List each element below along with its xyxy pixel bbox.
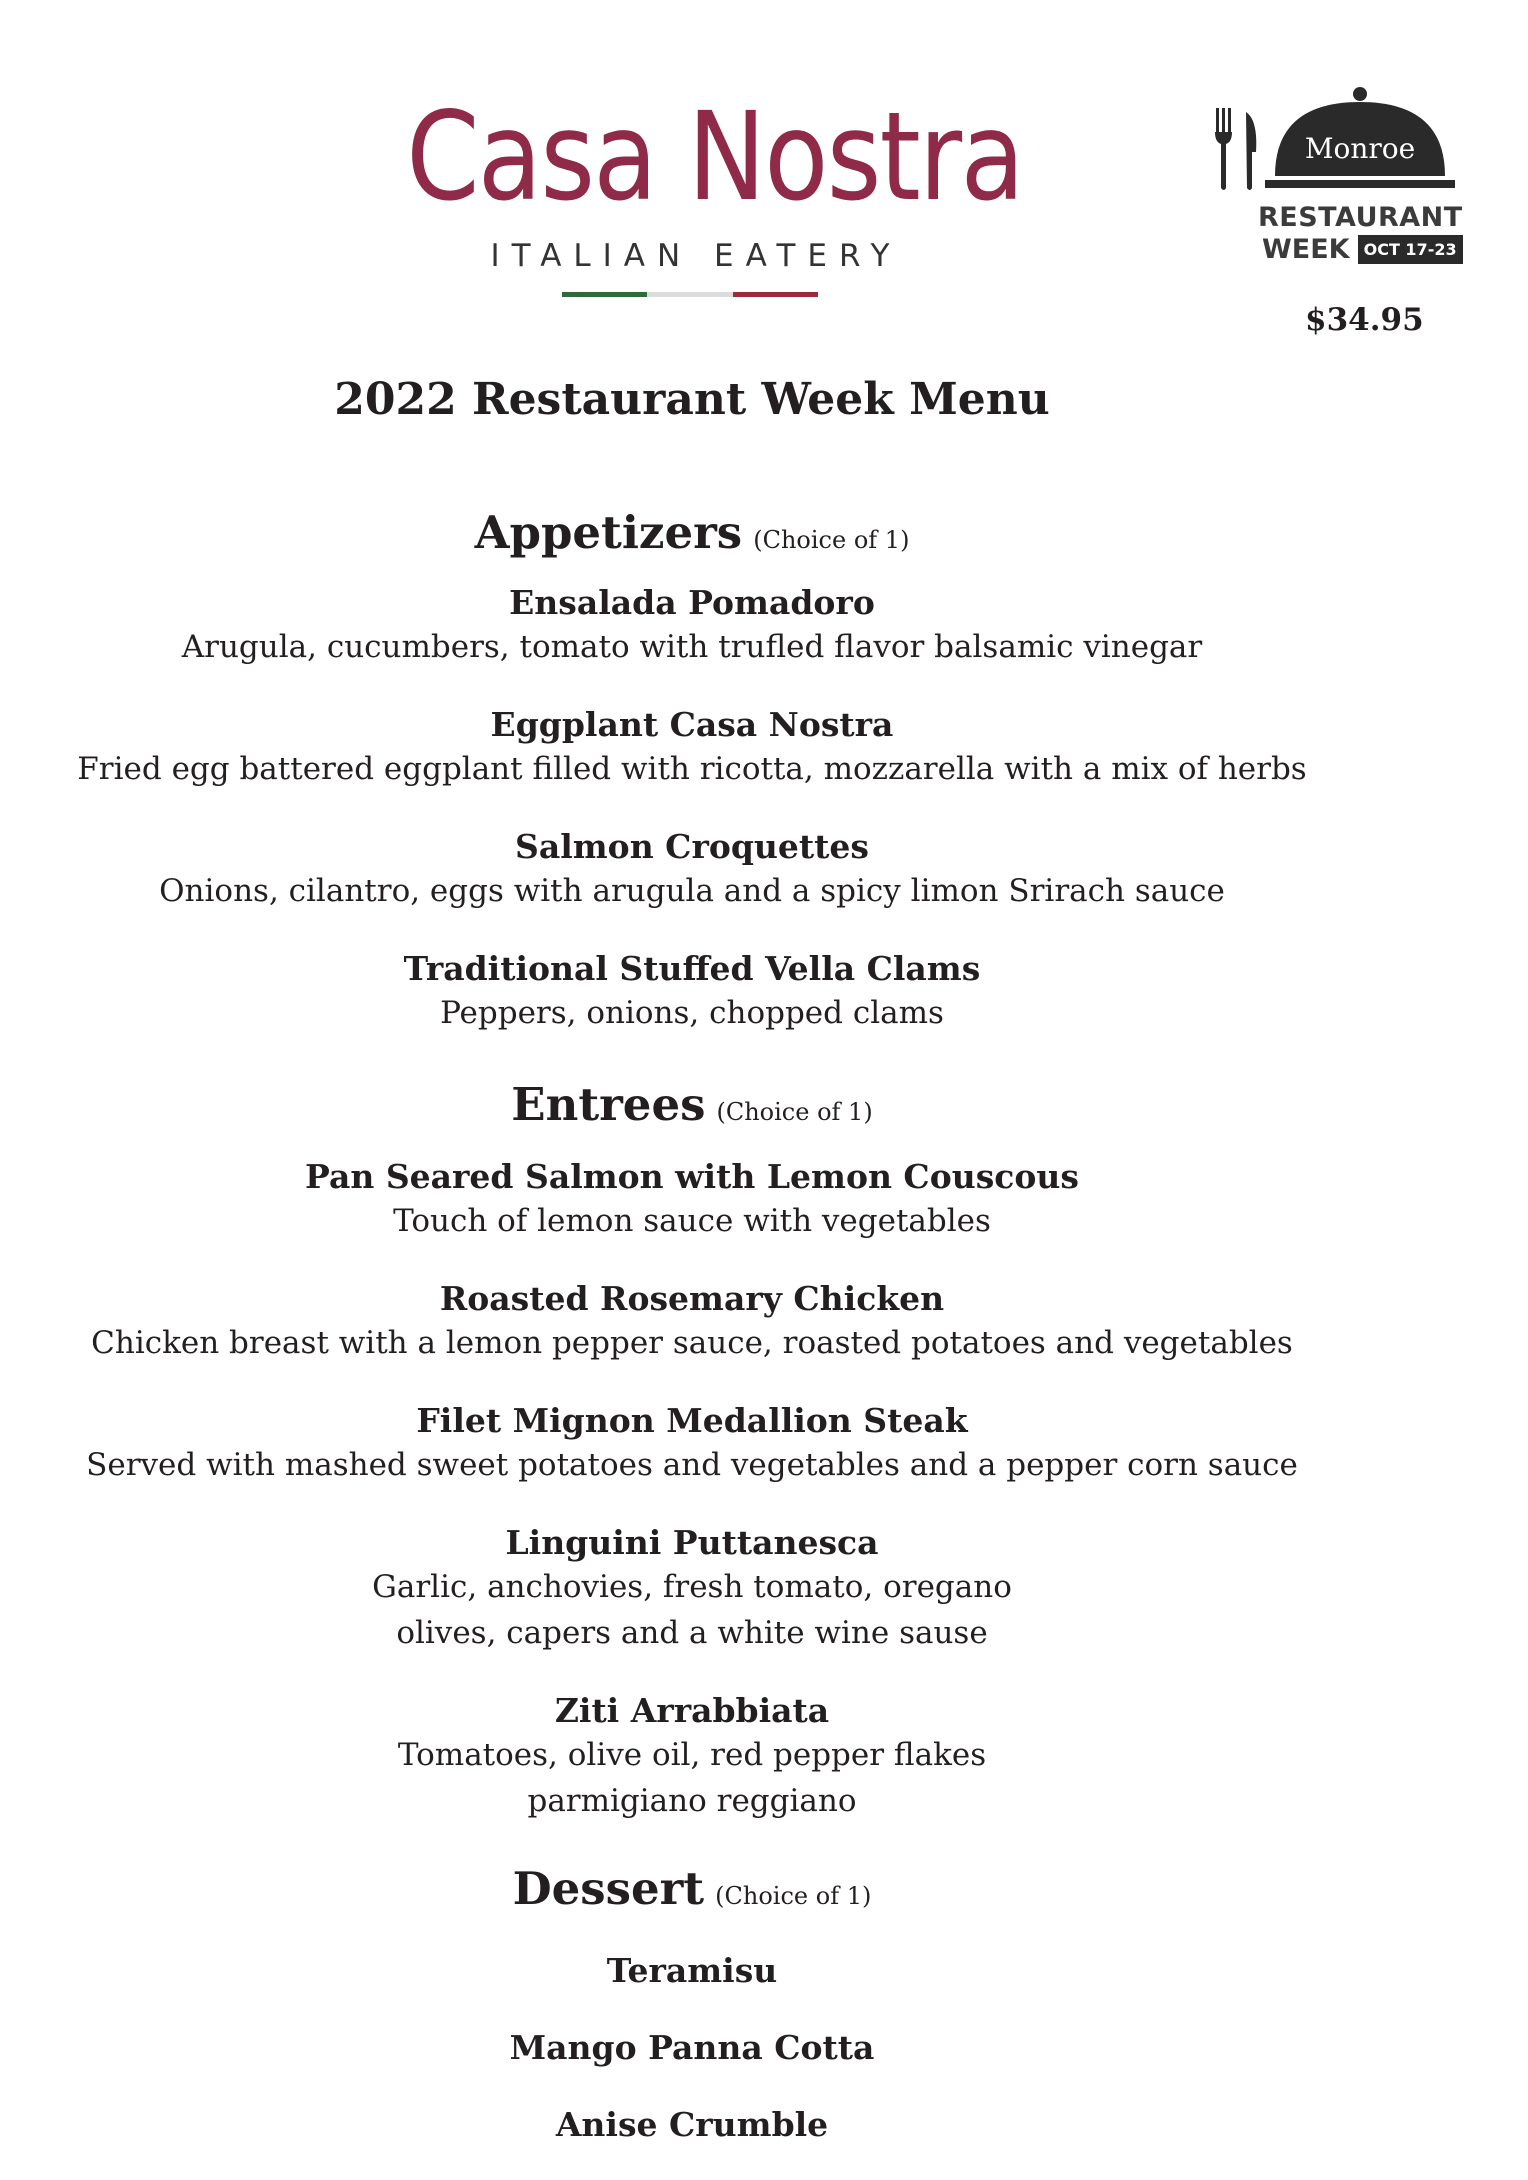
dish-description: Touch of lemon sauce with vegetables: [393, 1203, 991, 1239]
menu-item: [0, 1156, 1384, 1244]
dish-name: Anise Crumble: [555, 2105, 829, 2144]
restaurant-logo: [360, 86, 1024, 297]
menu-item: [0, 2104, 1384, 2146]
dish-name: Ensalada Pomadoro: [509, 583, 875, 622]
dish-name: Linguini Puttanesca: [505, 1523, 879, 1562]
section-note: (Choice of 1): [753, 526, 910, 554]
dish-description: Tomatoes, olive oil, red pepper flakes: [397, 1737, 987, 1773]
menu-item: [0, 1950, 1384, 1992]
italian-flag-line: [562, 292, 818, 297]
restaurant-week-badge: [1210, 84, 1463, 274]
section-name: Appetizers: [474, 506, 743, 559]
dish-name: Filet Mignon Medallion Steak: [416, 1401, 968, 1440]
badge-dates: OCT 17-23: [1358, 235, 1463, 264]
dish-description: Served with mashed sweet potatoes and vegetables and a pepper corn sauce: [86, 1447, 1298, 1483]
badge-restaurant-label: RESTAURANT: [1258, 202, 1463, 233]
dish-name: Eggplant Casa Nostra: [490, 705, 894, 744]
dish-description: parmigiano reggiano: [527, 1783, 857, 1819]
section-name: Entrees: [511, 1078, 706, 1131]
dish-description: Fried egg battered eggplant filled with ricotta, mozzarella with a mix of herbs: [77, 751, 1307, 787]
menu-item: [0, 948, 1384, 1036]
menu-item: [0, 1522, 1384, 1656]
badge-city: Monroe: [1304, 132, 1416, 165]
dish-name: Pan Seared Salmon with Lemon Couscous: [305, 1157, 1079, 1196]
menu-item: [0, 1400, 1384, 1488]
logo-name: Casa Nostra: [406, 86, 1024, 228]
section-name: Dessert: [512, 1862, 705, 1915]
dish-name: Mango Panna Cotta: [509, 2028, 875, 2067]
logo-subtitle: ITALIAN EATERY: [490, 238, 902, 274]
dish-name: Roasted Rosemary Chicken: [439, 1279, 945, 1318]
fork-knife-icon: [1210, 104, 1262, 194]
dish-description: Peppers, onions, chopped clams: [440, 995, 944, 1031]
section-note: (Choice of 1): [716, 1098, 873, 1126]
badge-week-label: WEEK: [1262, 234, 1350, 265]
dish-name: Teramisu: [606, 1951, 778, 1990]
section-note: (Choice of 1): [715, 1882, 872, 1910]
dish-name: Ziti Arrabbiata: [554, 1691, 830, 1730]
cloche-icon: [1265, 84, 1455, 194]
menu-item: [0, 1690, 1384, 1824]
menu-title: 2022 Restaurant Week Menu: [334, 374, 1050, 425]
dish-name: Salmon Croquettes: [515, 827, 869, 866]
menu-item: [0, 582, 1384, 670]
dish-description: olives, capers and a white wine sause: [396, 1615, 988, 1651]
menu-price: $34.95: [1305, 302, 1424, 338]
dish-description: Garlic, anchovies, fresh tomato, oregano: [372, 1569, 1012, 1605]
dish-description: Arugula, cucumbers, tomato with trufled flavor balsamic vinegar: [181, 629, 1203, 665]
menu-item: [0, 1278, 1384, 1366]
section-heading-appetizers: [0, 506, 1384, 559]
dish-description: Chicken breast with a lemon pepper sauce, roasted potatoes and vegetables: [91, 1325, 1293, 1361]
dish-name: Traditional Stuffed Vella Clams: [403, 949, 981, 988]
dish-description: Onions, cilantro, eggs with arugula and a spicy limon Srirach sauce: [159, 873, 1225, 909]
menu-item: [0, 826, 1384, 914]
section-heading-dessert: [0, 1862, 1384, 1915]
menu-item: [0, 2027, 1384, 2069]
menu-item: [0, 704, 1384, 792]
section-heading-entrees: [0, 1078, 1384, 1131]
